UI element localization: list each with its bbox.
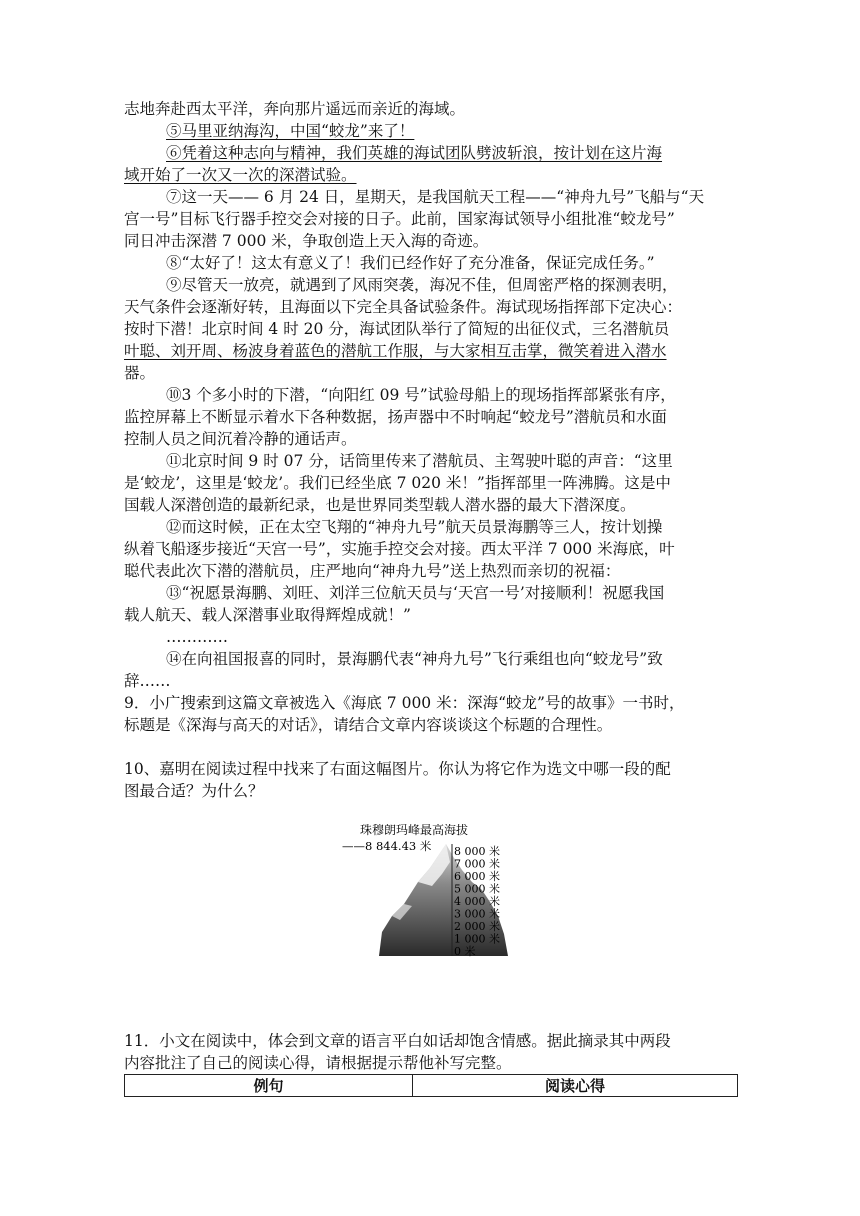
- text-line: 是‘蛟龙’，这里是‘蛟龙’。我们已经坐底 7 020 米！”指挥部里一阵沸腾。这是中: [124, 474, 671, 492]
- figure-title: 珠穆朗玛峰最高海拔: [359, 824, 469, 837]
- text-line: ⑭在向祖国报喜的同时，景海鹏代表“神舟九号”飞行乘组也向“蛟龙号”致: [166, 650, 663, 668]
- text-line: ⑪北京时间 9 时 07 分，话筒里传来了潜航员、主驾驶叶聪的声音：“这里: [166, 452, 673, 470]
- text-line: ⑤马里亚纳海沟，中国“蛟龙”来了！: [166, 122, 415, 140]
- question-9: 标题是《深海与高天的对话》，请结合文章内容谈谈这个标题的合理性。: [124, 716, 613, 734]
- scale-label: 8 000 米: [454, 845, 500, 858]
- text-line: ⑨尽管天一放亮，就遇到了风雨突袭，海况不佳，但周密严格的探测表明，: [166, 276, 678, 294]
- question-10: 10、嘉明在阅读过程中找来了右面这幅图片。你认为将它作为选文中哪一段的配: [124, 760, 671, 778]
- scale-label: 5 000 米: [454, 882, 500, 896]
- text-line: …………: [166, 628, 228, 646]
- scale-label: 3 000 米: [454, 907, 500, 921]
- text-line: 叶聪、刘开周、杨波身着蓝色的潜航工作服，与大家相互击掌，微笑着进入潜水: [124, 342, 667, 360]
- text-line: 同日冲击深潜 7 000 米，争取创造上天入海的奇迹。: [124, 232, 489, 250]
- text-line: ⑬“祝愿景海鹏、刘旺、刘洋三位航天员与‘天宫一号’对接顺利！祝愿我国: [166, 584, 665, 602]
- scale-label: 4 000 米: [454, 895, 500, 908]
- text-line: 辞……: [124, 672, 171, 690]
- altitude-scale: [454, 844, 500, 958]
- text-line: ⑦这一天—— 6 月 24 日，星期天，是我国航天工程——“神舟九号”飞船与“天: [166, 188, 705, 206]
- text-line: ⑫而这时候，正在太空飞翔的“神舟九号”航天员景海鹏等三人，按计划操: [166, 518, 663, 536]
- text-line: 聪代表此次下潜的潜航员，庄严地向“神舟九号”送上热烈而亲切的祝福：: [124, 562, 621, 580]
- text-line: ⑥凭着这种志向与精神，我们英雄的海试团队劈波斩浪，按计划在这片海: [166, 144, 663, 162]
- scale-label: 0 米: [454, 945, 476, 958]
- scale-label: 1 000 米: [454, 932, 500, 946]
- question-9: 9．小广搜索到这篇文章被选入《海底 7 000 米：深海“蛟龙”号的故事》一书时，: [124, 694, 685, 712]
- text-line: 纵着飞船逐步接近“天宫一号”，实施手控交会对接。西太平洋 7 000 米海底，叶: [124, 540, 675, 558]
- table-header: 例句: [125, 1075, 413, 1097]
- scale-label: 7 000 米: [454, 857, 500, 871]
- text-line: 载人航天、载人深潜事业取得辉煌成就！”: [124, 606, 411, 624]
- text-line: 监控屏幕上不断显示着水下各种数据，扬声器中不时响起“蛟龙号”潜航员和水面: [124, 408, 667, 426]
- text-line: 器。: [124, 364, 156, 382]
- question-11-line: 11．小文在阅读中，体会到文章的语言平白如话却饱含情感。据此摘录其中两段: [124, 1032, 671, 1050]
- table-header-row: [125, 1075, 738, 1097]
- question-11-line: 内容批注了自己的阅读心得，请根据提示帮他补写完整。: [124, 1054, 512, 1072]
- text-line: 志地奔赴西太平洋，奔向那片遥远而亲近的海域。: [124, 100, 466, 118]
- text-line: ⑧“太好了！这太有意义了！我们已经作好了充分准备，保证完成任务。”: [166, 254, 655, 272]
- reading-notes-table: [124, 1074, 738, 1097]
- question-10: 图最合适？为什么？: [124, 782, 264, 800]
- text-line: ⑩3 个多小时的下潜，“向阳红 09 号”试验母船上的现场指挥部紧张有序，: [166, 386, 676, 404]
- text-line: 国载人深潜创造的最新纪录，也是世界同类型载人潜水器的最大下潜深度。: [124, 496, 636, 514]
- text-line: 天气条件会逐渐好转，且海面以下完全具备试验条件。海试现场指挥部下定决心：: [124, 298, 683, 316]
- scale-label: 2 000 米: [454, 920, 500, 933]
- text-line: 控制人员之间沉着冷静的通话声。: [124, 430, 357, 448]
- scale-label: 6 000 米: [454, 870, 500, 883]
- text-line: 按时下潜！北京时间 4 时 20 分，海试团队举行了简短的出征仪式，三名潜航员: [124, 320, 670, 338]
- figure-subtitle: ——8 844.43 米: [342, 839, 432, 853]
- everest-figure: [322, 824, 522, 964]
- text-line: 宫一号”目标飞行器手控交会对接的日子。此前，国家海试领导小组批准“蛟龙号”: [124, 210, 675, 228]
- text-line: 域开始了一次又一次的深潜试验。: [124, 166, 357, 184]
- table-header: 阅读心得: [413, 1075, 738, 1097]
- article-text: [124, 98, 738, 802]
- question-11: [124, 1030, 738, 1074]
